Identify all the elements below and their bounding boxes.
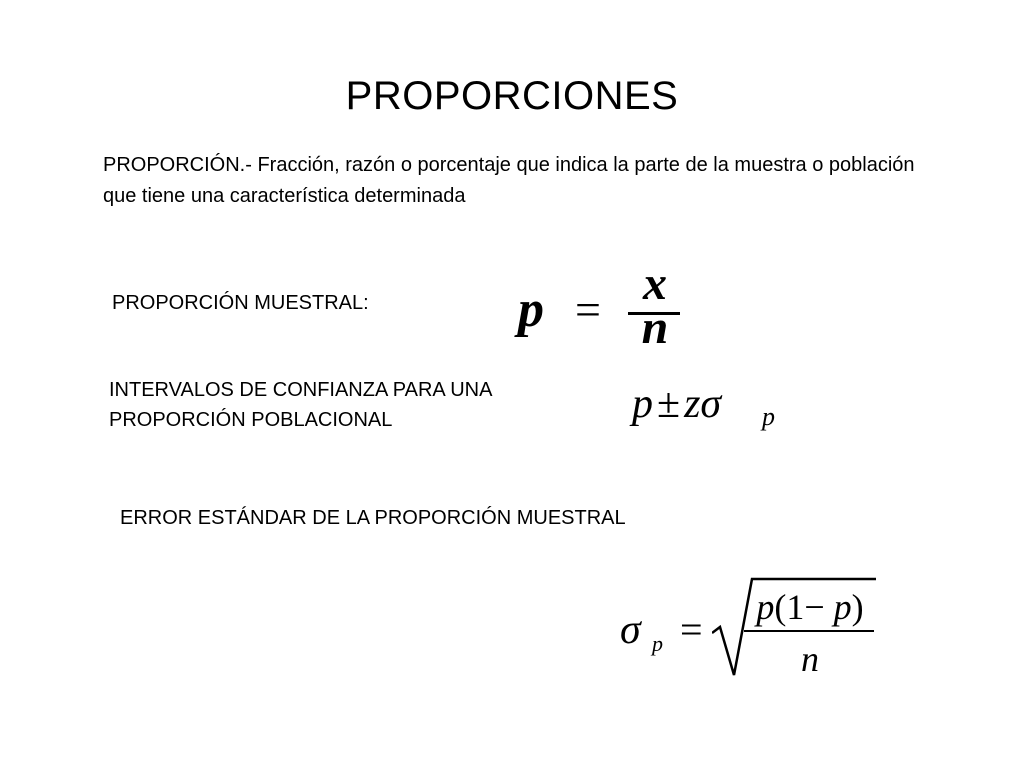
formula-equals-sign: = — [575, 284, 601, 335]
formula-z-variable: z — [684, 381, 701, 427]
formula-sigma-subscript: p — [652, 631, 663, 656]
numerator-p: p — [756, 587, 775, 627]
numerator-one: (1 — [774, 587, 805, 627]
definition-text: PROPORCIÓN.- Fracción, razón o porcentaje que indica la parte de la muestra o población que tiene una característica determinada — [103, 154, 915, 207]
confidence-interval-label-line2: PROPORCIÓN POBLACIONAL — [109, 409, 393, 431]
formula-denominator: n — [801, 639, 819, 679]
formula-denominator: n — [641, 301, 669, 354]
numerator-close-paren: ) — [851, 587, 864, 627]
formula-p-variable: p — [632, 381, 653, 427]
formula-sigma: σ — [700, 381, 722, 427]
confidence-interval-formula — [632, 378, 792, 438]
standard-error-label: ERROR ESTÁNDAR DE LA PROPORCIÓN MUESTRAL — [120, 507, 626, 529]
sample-proportion-formula — [510, 257, 680, 354]
sample-proportion-label: PROPORCIÓN MUESTRAL: — [112, 292, 369, 314]
formula-p-variable: p — [518, 281, 544, 338]
slide-title: PROPORCIONES — [345, 74, 679, 118]
formula-sigma-subscript: p — [762, 402, 775, 431]
formula-equals-sign: = — [680, 607, 703, 652]
confidence-interval-label — [109, 375, 492, 435]
standard-error-formula — [620, 575, 880, 685]
formula-numerator — [742, 585, 878, 629]
fraction-bar — [744, 630, 874, 632]
formula-numerator: x — [643, 257, 667, 310]
confidence-interval-expression — [632, 378, 721, 430]
numerator-p2: p — [833, 587, 852, 627]
plus-minus-sign: ± — [657, 381, 681, 427]
confidence-interval-label-line1: INTERVALOS DE CONFIANZA PARA UNA — [109, 379, 493, 401]
formula-sigma: σ — [620, 607, 641, 653]
numerator-minus: − — [804, 587, 825, 627]
